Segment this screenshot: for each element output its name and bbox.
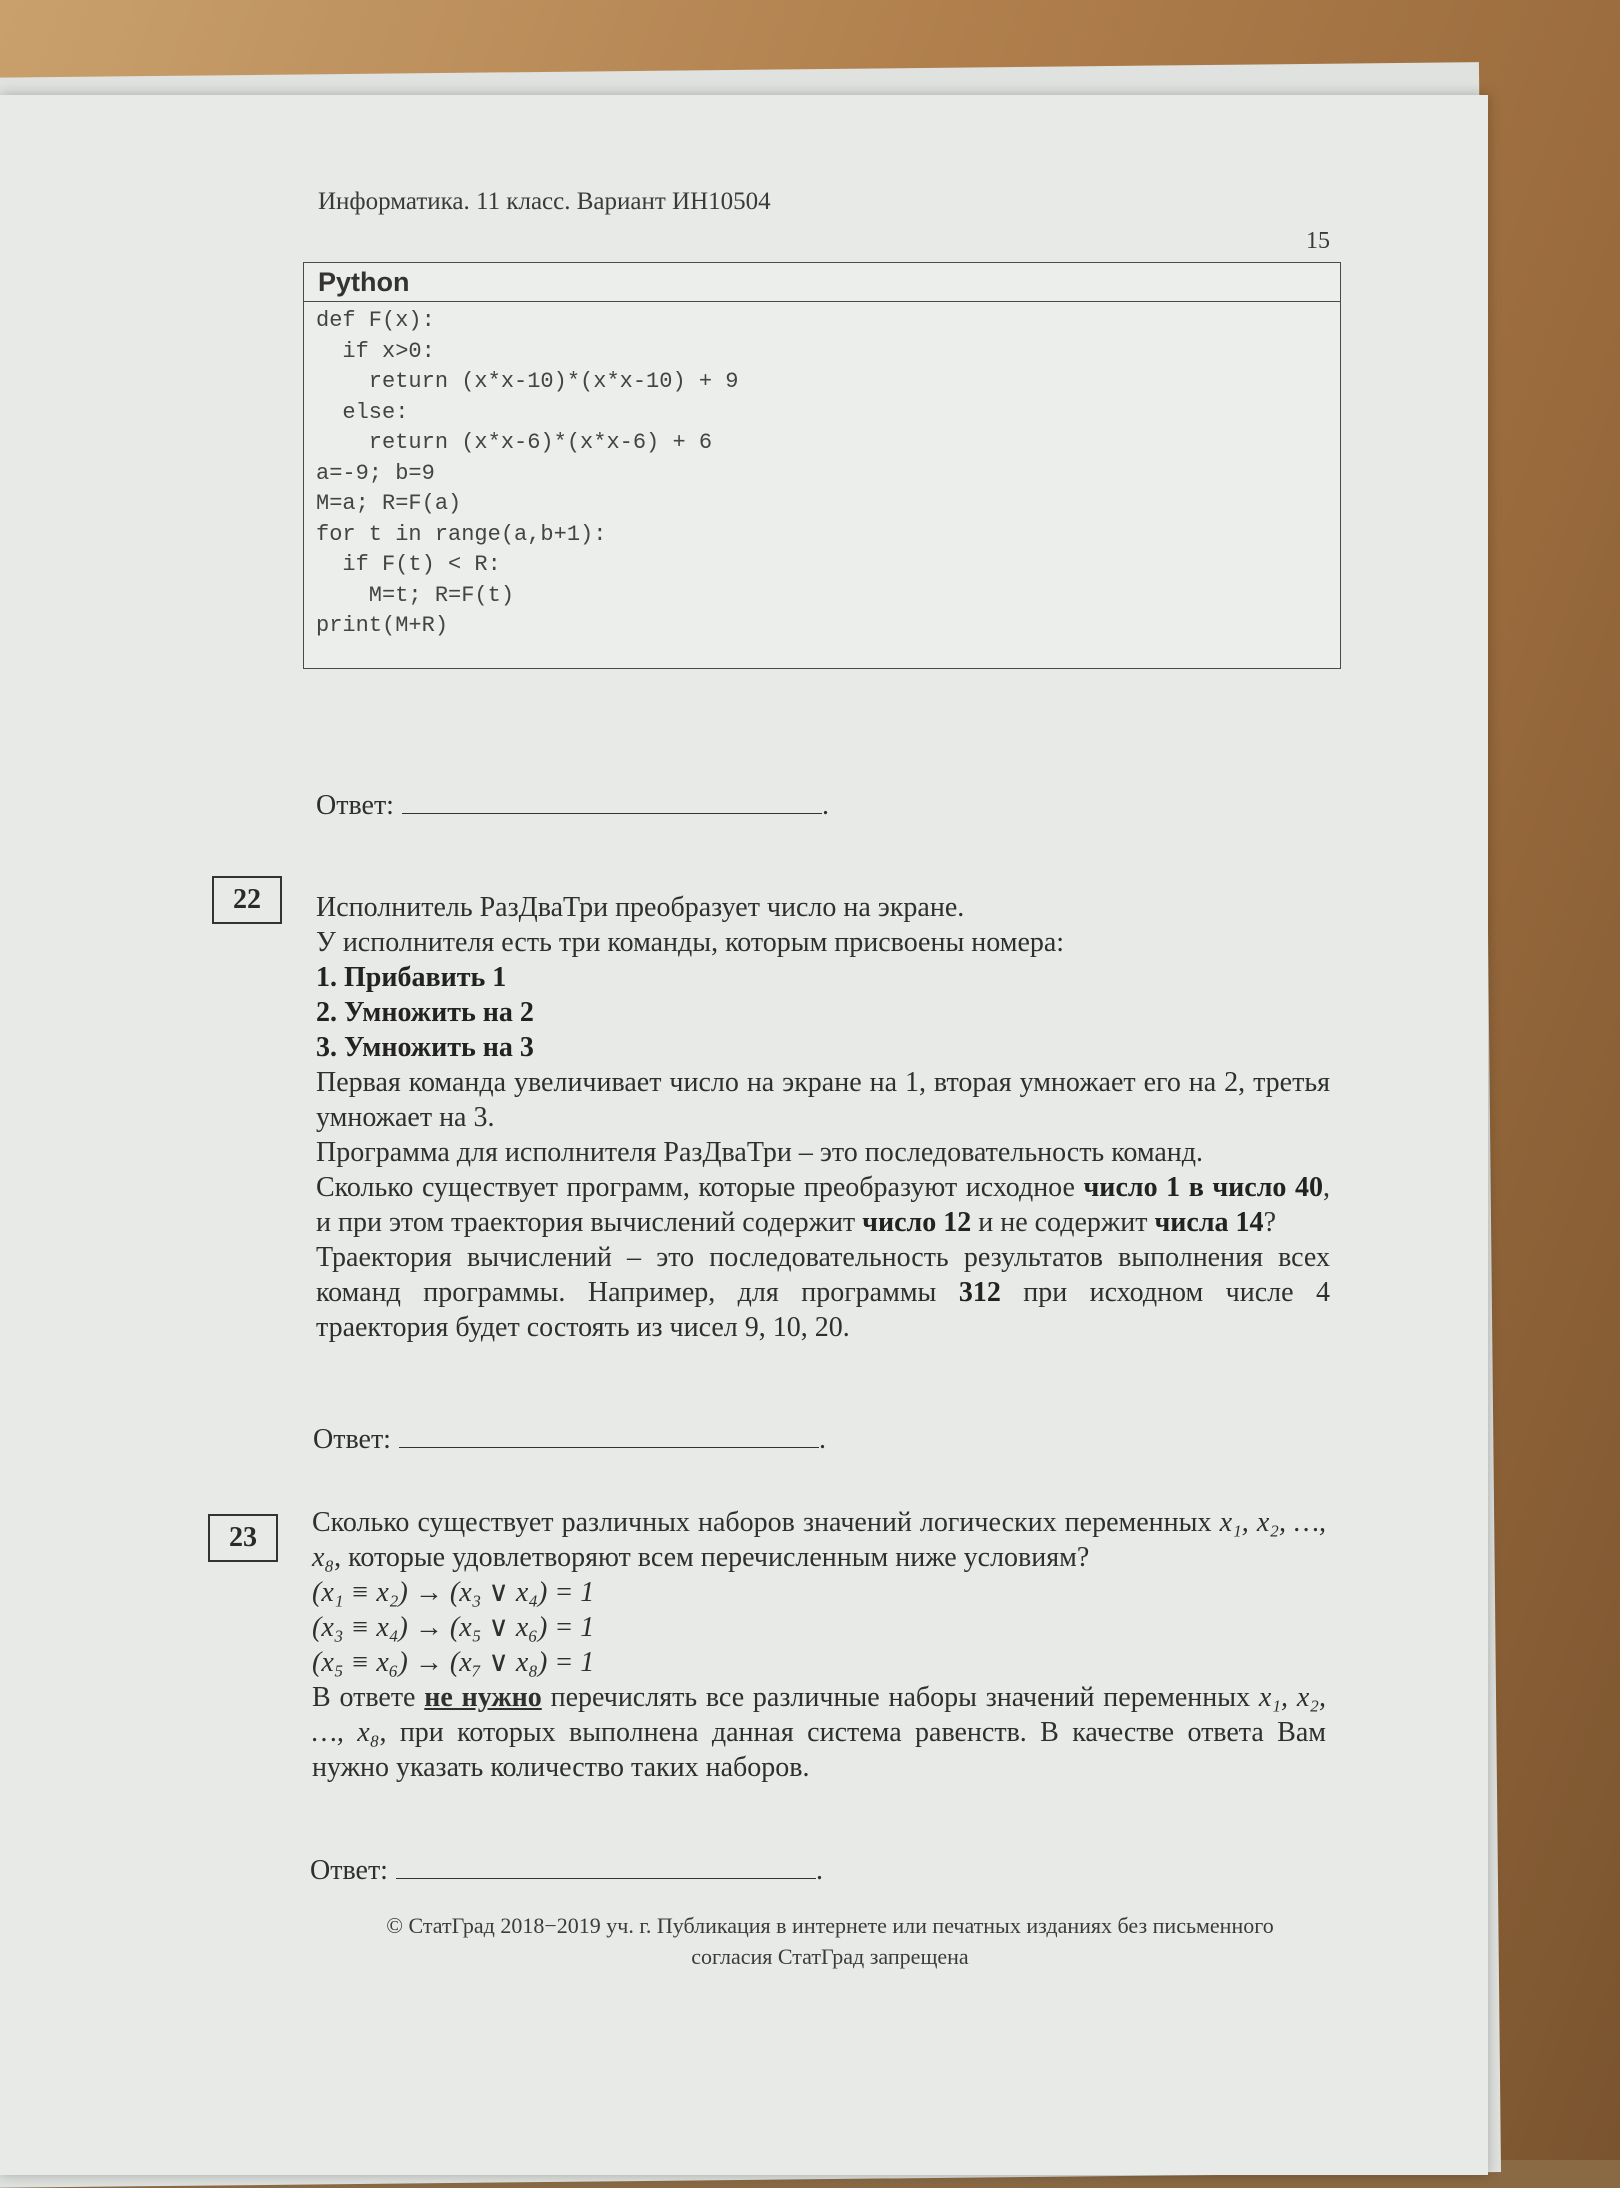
task-22-description: Первая команда увеличивает число на экране на 1, вторая умножает его на 2, третья умножает на 3. [316,1067,1330,1133]
answer-label: Ответ: [316,790,394,821]
answer-23 [310,1855,823,1887]
code-listing [303,262,1341,669]
answer-end: . [818,1424,826,1455]
code-line: return (x*x-6)*(x*x-6) + 6 [316,430,713,455]
code-language-label: Python [304,263,1340,302]
footer-line-2: согласия СтатГрад запрещена [691,1944,969,1969]
answer-line[interactable] [399,1425,819,1448]
answer-22 [313,1424,826,1456]
footer-line-1: © СтатГрад 2018−2019 уч. г. Публикация в интернете или печатных изданиях без письменного [386,1913,1274,1938]
task-22-trajectory-definition: Траектория вычислений – это последовательность результатов выполнения всех команд программы. Например, для программы 312 при исходном числе 4 траектория будет состоять из чисел 9, 10, 20. [316,1242,1331,1343]
code-line: return (x*x-10)*(x*x-10) + 9 [316,369,739,394]
equation-1: (x₁ ≡ x₂) → (x₃ ∨ x₄) = 1 [312,1577,595,1608]
answer-end: . [821,790,829,821]
code-line: M=t; R=F(t) [316,582,515,608]
code-line: def F(x): [316,308,435,333]
command-2: 2. Умножить на 2 [316,997,534,1028]
task-22-intro2: У исполнителя есть три команды, которым присвоены номера: [316,927,1065,958]
answer-end: . [815,1855,823,1886]
task-number-23: 23 [208,1514,278,1562]
page-number: 15 [1306,228,1330,254]
code-line: else: [316,399,409,425]
code-line: M=a; R=F(a) [316,491,462,516]
code-line: print(M+R) [316,613,449,638]
task-22-program-definition: Программа для исполнителя РазДваТри – это последовательность команд. [316,1137,1204,1168]
equation-2: (x₃ ≡ x₄) → (x₅ ∨ x₆) = 1 [312,1612,595,1643]
code-line: if x>0: [316,338,435,364]
equation-3: (x₅ ≡ x₆) → (x₇ ∨ x₈) = 1 [312,1647,595,1678]
copyright-footer [330,1910,1330,1972]
exam-page [0,95,1488,2175]
page-header-title: Информатика. 11 класс. Вариант ИН10504 [318,188,771,215]
task-23-note: В ответе не нужно перечислять все различные наборы значений переменных x₁, x₂, …, x₈, при которых выполнена данная система равенств. В качестве ответа Вам нужно указать количество таких наборов. [312,1682,1326,1783]
answer-label: Ответ: [313,1424,391,1455]
answer-21 [316,790,829,822]
task-number-22: 22 [212,876,282,924]
code-line: if F(t) < R: [316,552,501,577]
task-23-text [312,1505,1326,1785]
answer-label: Ответ: [310,1855,388,1886]
answer-line[interactable] [396,1856,816,1879]
command-1: 1. Прибавить 1 [316,962,507,993]
code-lines [304,302,1340,642]
task-23-question: Сколько существует различных наборов значений логических переменных x₁, x₂, …, x₈, которые удовлетворяют всем перечисленным ниже условиям? [312,1507,1326,1573]
task-22-text [316,890,1330,1345]
code-line: for t in range(a,b+1): [316,521,607,547]
task-22-question: Сколько существует программ, которые преобразуют исходное число 1 в число 40, и при этом траектория вычислений содержит число 12 и не содержит числа 14? [316,1172,1330,1238]
task-22-intro1: Исполнитель РазДваТри преобразует число на экране. [316,892,965,923]
code-line: a=-9; b=9 [316,460,435,486]
command-3: 3. Умножить на 3 [316,1032,534,1063]
answer-line[interactable] [402,791,822,814]
